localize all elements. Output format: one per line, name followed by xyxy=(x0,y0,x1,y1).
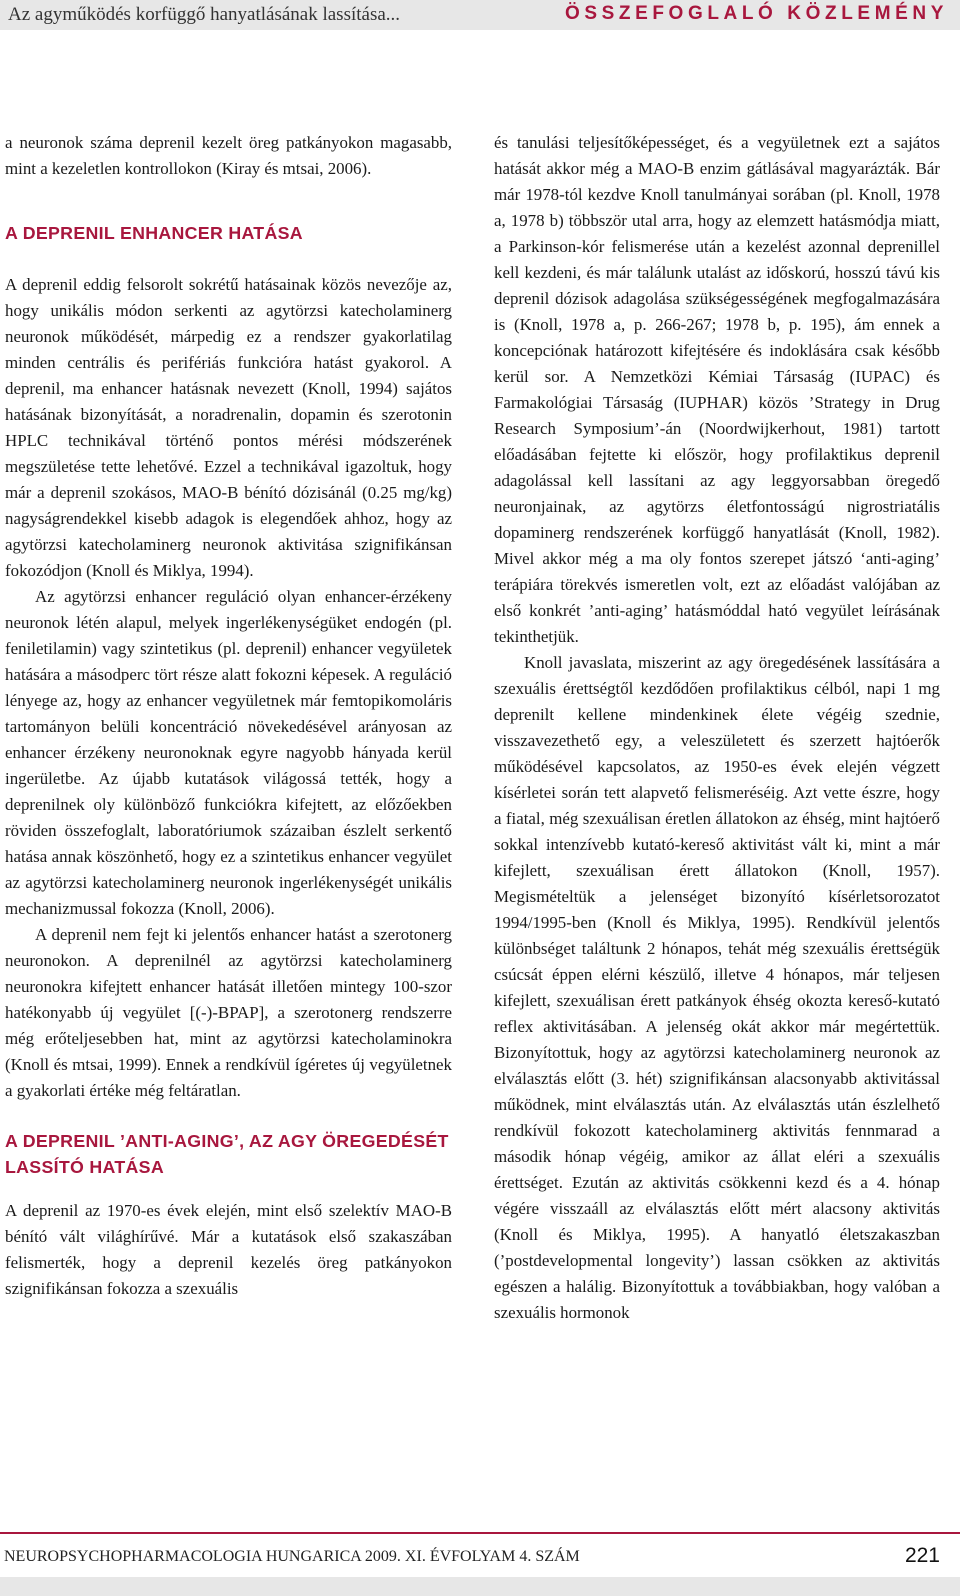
section-heading: A DEPRENIL ’ANTI-AGING’, AZ AGY ÖREGEDÉSÉT LASSÍTÓ HATÁSA xyxy=(5,1131,449,1177)
footer-band xyxy=(0,1577,960,1596)
paragraph: és tanulási teljesítőképességet, és a vegyületnek ezt a sajátos hatását akkor még a MAO-B enzim gátlásával magyarázták. Bár már 1978-tól kezdve Knoll tanulmányai sorában (pl. Knoll, 1978 a, 1978 b) többször utal arra, hogy az elemzett hatásmódja miatt, a Parkinson-kór felismerése után a kezelést azonnal deprenillel kell kezdeni, és már találunk utalást az időskorú, hosszú távú kis deprenil dózisok adagolása szükségességének megfogalmazására is (Knoll, 1978 a, p. 266-267; 1978 b, p. 195), ám ennek a koncepciónak határozott kifejtésére és indoklására csak később kerül sor. A Nemzetközi Kémiai Társaság (IUPAC) és Farmakológiai Társaság (IUPHAR) közös ’Strategy in Drug Research Symposium’-án (Noordwijkerhout, 1981) tartott előadásában fejtette ki először, hogy profilaktikus deprenil adagolással kell lassítani az agy leggyorsabban öregedő neuronjainak, az agytörzs életfontosságú nigrostriatális dopaminerg rendszerének korfüggő hanyatlását (Knoll, 1982). Mivel akkor még a ma oly fontos szerepet játszó ‘anti-aging’ terápiára törekvés ismeretlen volt, ezt az előadást valójában az első konkrét ’anti-aging’ hatásmóddal ható vegyület leírásának tekinthetjük. xyxy=(494,133,940,646)
section-heading: A DEPRENIL ENHANCER HATÁSA xyxy=(5,223,303,243)
paragraph: A deprenil az 1970-es évek elején, mint első szelektív MAO-B bénító vált világhírűvé. Már a kutatások első szakaszában felismerték, hogy a deprenil kezelés öreg patkányokon szignifikánsan fokozza a szexuális xyxy=(5,1201,452,1298)
left-column xyxy=(5,130,452,1302)
paragraph: A deprenil nem fejt ki jelentős enhancer hatást a szerotonerg neuronokon. A deprenilnél az agytörzsi katecholaminerg neuronokra kifejtett enhancer hatását illetően mintegy 100-szor hatékonyabb új vegyület [(-)-BPAP], a szerotonerg rendszerre még erőteljesebben hat, mint az agytörzsi katecholaminokra (Knoll és mtsai, 1999). Ennek a rendkívül ígéretes új vegyületnek a gyakorlati értéke még feltáratlan. xyxy=(5,925,452,1100)
paragraph: A deprenil eddig felsorolt sokrétű hatásainak közös nevezője az, hogy unikális módon serkenti az agytörzsi katecholaminerg neuronok működését, márpedig ez a rendszer gyakorlatilag minden centrális és perifériás funkcióra hatást gyakorol. A deprenil, ma enhancer hatásnak nevezett (Knoll, 1994) sajátos hatásának bizonyítását, a noradrenalin, dopamin és szerotonin HPLC technikával történő pontos mérési módszerének megszületése tette lehetővé. Ezzel a technikával igazoltuk, hogy már a deprenil szokásos, MAO-B bénító dózisánál (0.25 mg/kg) nagyságrendekkel kisebb adagok is elegendőek ahhoz, hogy az agytörzsi katecholaminerg neuronok aktivitása szignifikánsan fokozódjon (Knoll és Miklya, 1994). xyxy=(5,275,452,580)
right-column xyxy=(494,130,940,1326)
paragraph: Knoll javaslata, miszerint az agy öregedésének lassítására a szexuális érettségtől kezdődően profilaktikus célból, napi 1 mg deprenilt kellene mindenkinek élete végéig szednie, visszavezethető egy, a veleszületett és szerzett hajtóerők működésével kapcsolatos, az 1950-es évek elején végzett kísérletei során tett alapvető felismeréséig. Azt vette észre, hogy a fiatal, még szexuálisan éretlen állatokon az éhség, mint hajtóerő sokkal intenzívebb kutató-kereső aktivitást vált ki, mint a már kifejlett, szexuálisan érett állatokon (Knoll, 1957). Megismételtük a jelenséget bizonyító kísérletsorozatot 1994/1995-ben (Knoll és Miklya, 1995). Rendkívül jelentős különbséget találtunk 2 hónapos, tehát még szexuális érettségük csúcsát éppen elérni készülő, illetve 4 hónapos, már teljesen kifejlett, szexuálisan érett patkányok éhség okozta kereső-kutató reflex aktivitásában. A jelenség okát akkor már megértettük. Bizonyítottuk, hogy az agytörzsi katecholaminerg neuronok az elválasztás előtt (3. hét) szignifikánsan alacsonyabb aktivitással működnek, mint elválasztás után. Az elválasztás után észlelhető rendkívül fokozott katecholaminerg aktivitás fennmarad a második hónap végéig, amikor az állat eléri a szexuális érettséget. Ezután az aktivitás csökkenni kezd és a 4. hónap végére visszaáll az elválasztás előtt mért alacsony aktivitás (Knoll és Miklya, 1995). A hanyatló életszakaszban (’postdevelopmental longevity’) lassan csökken az aktivitás egészen a halálig. Bizonyítottuk a továbbiakban, hogy valóban a szexuális hormonok xyxy=(494,653,940,1322)
footer-rule xyxy=(0,1532,960,1534)
page-header xyxy=(0,0,960,30)
paragraph: a neuronok száma deprenil kezelt öreg patkányokon magasabb, mint a kezeletlen kontrollokon (Kiray és mtsai, 2006). xyxy=(5,133,452,178)
paragraph: Az agytörzsi enhancer reguláció olyan enhancer-érzékeny neuronok létén alapul, melyek ingerlékenységüket endogén (pl. feniletilamin) vagy szintetikus (pl. deprenil) enhancer vegyületek hatására a másodperc tört része alatt fokozni képesek. A reguláció lényege az, hogy az enhancer vegyületnek már femtopikomoláris tartományon belüli koncentráció növekedésével arányosan az enhancer érzékeny neuronoknak egyre nagyobb hányada kerül ingerületbe. Az újabb kutatások világossá tették, hogy a deprenilnek oly különböző funkciókra kifejtett, az előzőekben röviden összefoglalt, laboratóriumok százaiban észlelt serkentő hatása annak köszönhető, hogy ez a szintetikus enhancer vegyület az agytörzsi katecholaminerg neuronok ingerlékenységét unikális mechanizmussal fokozza (Knoll, 2006). xyxy=(5,587,452,918)
section-label: ÖSSZEFOGLALÓ KÖZLEMÉNY xyxy=(564,3,948,24)
journal-citation: NEUROPSYCHOPHARMACOLOGIA HUNGARICA 2009. XI. ÉVFOLYAM 4. SZÁM xyxy=(4,1548,580,1565)
page-number: 221 xyxy=(904,1544,940,1567)
running-title: Az agyműködés korfüggő hanyatlásának lassítása... xyxy=(8,4,401,25)
